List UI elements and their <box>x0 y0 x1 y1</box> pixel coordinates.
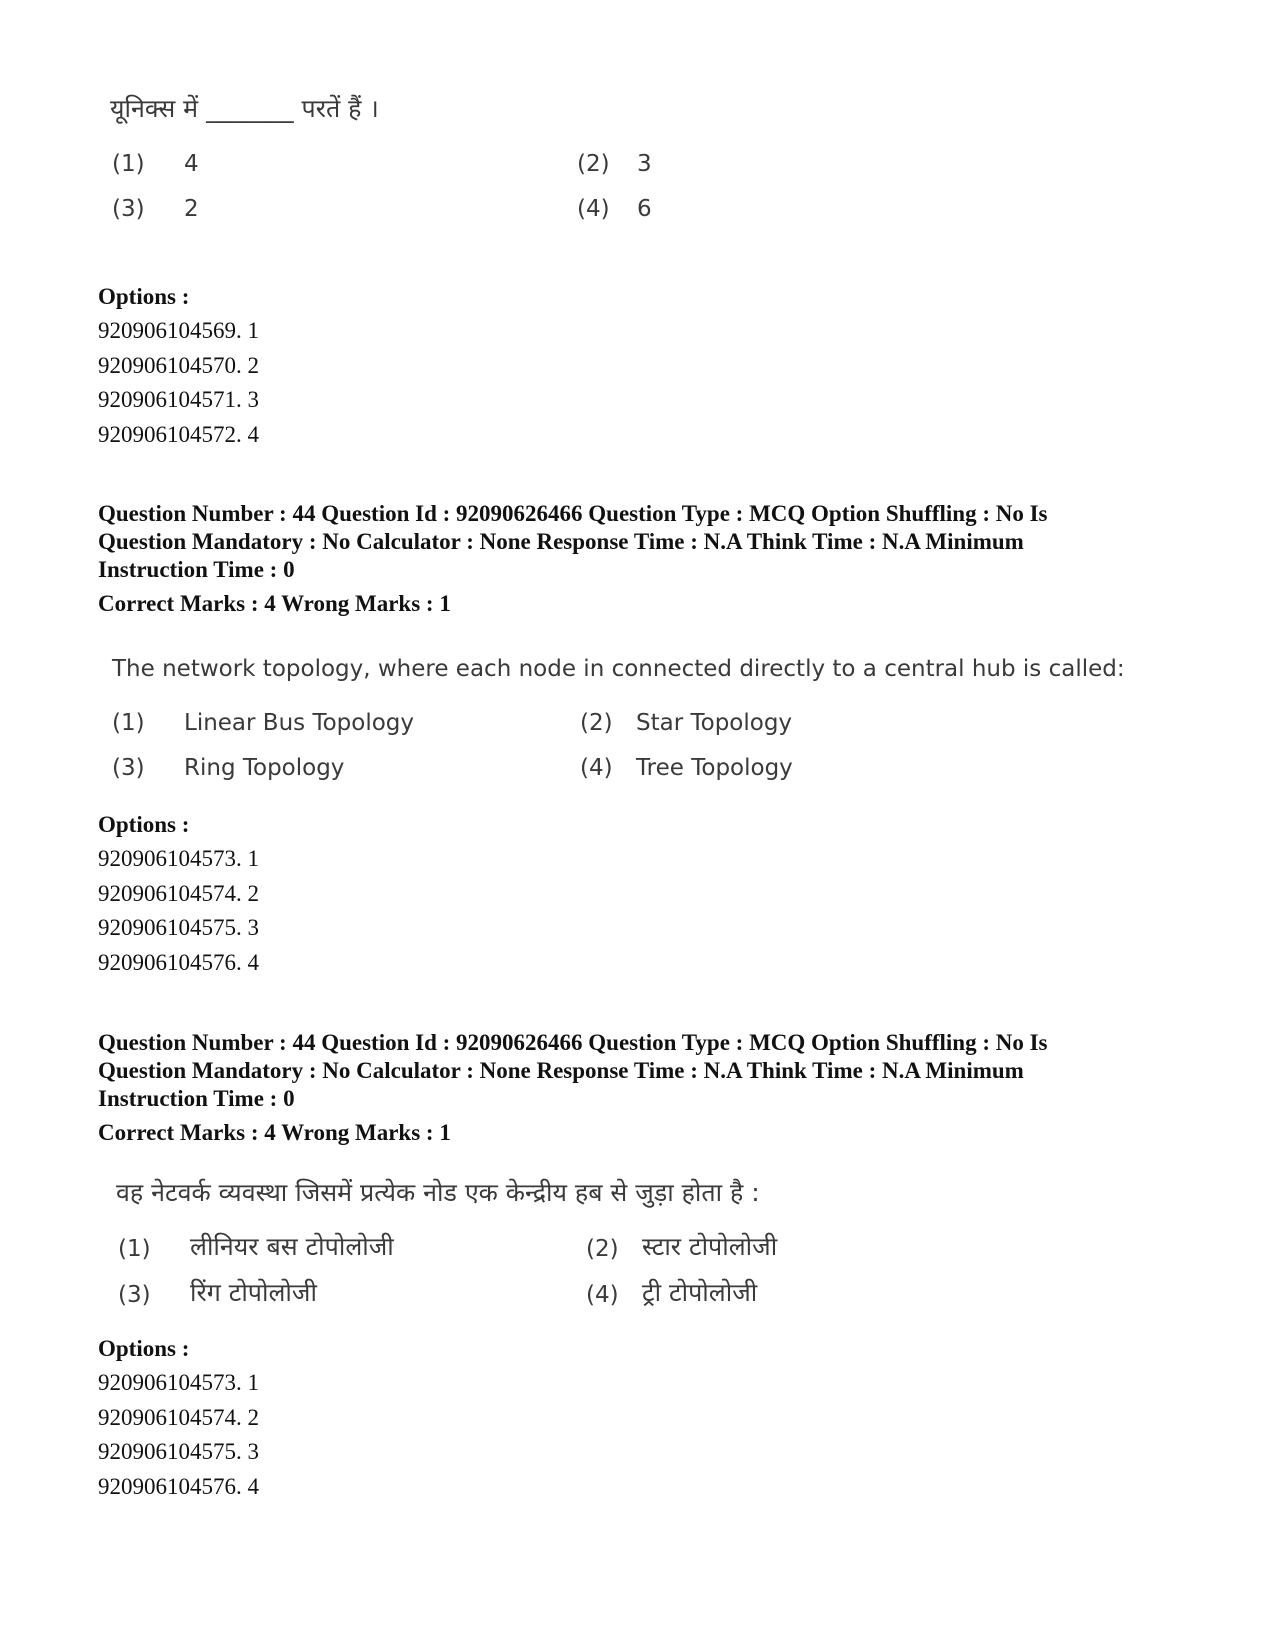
option-text: 4 <box>184 151 199 177</box>
option-text: ट्री टोपोलोजी <box>642 1278 758 1307</box>
option-1 <box>118 1232 394 1262</box>
option-text: स्टार टोपोलोजी <box>642 1232 778 1261</box>
option-1 <box>112 710 414 736</box>
option-number: (4) <box>580 755 613 781</box>
options-block-2 <box>98 808 259 980</box>
option-id: 920906104576. 4 <box>98 949 259 975</box>
option-id: 920906104572. 4 <box>98 421 259 447</box>
option-id: 920906104569. 1 <box>98 318 259 343</box>
options-block-3 <box>98 1332 259 1504</box>
question-2-text: The network topology, where each node in connected directly to a central hub is called: <box>112 656 1125 682</box>
options-block-1 <box>98 280 259 452</box>
question-2-meta <box>98 500 1048 618</box>
option-1 <box>112 151 199 177</box>
option-text: 6 <box>637 196 652 222</box>
option-text: लीनियर बस टोपोलोजी <box>190 1232 394 1261</box>
question-1-text: यूनिक्स में _______ परतें हैं । <box>110 94 379 123</box>
option-id-list <box>98 1366 259 1504</box>
option-2 <box>577 151 652 177</box>
meta-line: Question Mandatory : No Calculator : None Response Time : N.A Think Time : N.A Minimum <box>98 529 1024 554</box>
options-heading: Options : <box>98 812 190 837</box>
meta-line: Question Number : 44 Question Id : 92090626466 Question Type : MCQ Option Shuffling : No Is <box>98 501 1048 526</box>
option-number: (2) <box>586 1236 619 1262</box>
option-id-list <box>98 314 259 452</box>
option-4 <box>580 755 793 781</box>
meta-line: Question Mandatory : No Calculator : None Response Time : N.A Think Time : N.A Minimum <box>98 1058 1024 1083</box>
option-id: 920906104573. 1 <box>98 1370 259 1395</box>
option-2 <box>586 1232 778 1262</box>
option-2 <box>580 710 793 736</box>
option-id: 920906104570. 2 <box>98 352 259 378</box>
option-3 <box>118 1278 317 1308</box>
option-text: रिंग टोपोलोजी <box>190 1278 317 1307</box>
option-number: (1) <box>112 710 145 736</box>
option-3 <box>112 755 345 781</box>
option-text: Star Topology <box>636 710 793 736</box>
option-id: 920906104571. 3 <box>98 387 259 412</box>
question-3-meta <box>98 1029 1048 1147</box>
option-number: (2) <box>577 151 610 177</box>
option-text: Tree Topology <box>636 755 793 781</box>
option-3 <box>112 196 199 222</box>
options-heading: Options : <box>98 284 190 309</box>
marks-line: Correct Marks : 4 Wrong Marks : 1 <box>98 591 451 616</box>
option-number: (4) <box>586 1282 619 1308</box>
option-text: 2 <box>184 196 199 222</box>
option-text: Ring Topology <box>184 755 345 781</box>
option-id-list <box>98 842 259 980</box>
option-number: (1) <box>118 1236 151 1262</box>
meta-line: Instruction Time : 0 <box>98 1086 295 1111</box>
option-number: (3) <box>112 196 145 222</box>
option-4 <box>577 196 652 222</box>
option-number: (4) <box>577 196 610 222</box>
question-3-text: वह नेटवर्क व्यवस्था जिसमें प्रत्येक नोड एक केन्द्रीय हब से जुड़ा होता है : <box>116 1178 760 1207</box>
marks-line: Correct Marks : 4 Wrong Marks : 1 <box>98 1120 451 1145</box>
option-text: Linear Bus Topology <box>184 710 414 736</box>
meta-line: Instruction Time : 0 <box>98 557 295 582</box>
option-text: 3 <box>637 151 652 177</box>
option-number: (2) <box>580 710 613 736</box>
option-id: 920906104575. 3 <box>98 915 259 940</box>
meta-line: Question Number : 44 Question Id : 92090626466 Question Type : MCQ Option Shuffling : No Is <box>98 1030 1048 1055</box>
option-id: 920906104574. 2 <box>98 1404 259 1430</box>
option-id: 920906104576. 4 <box>98 1473 259 1499</box>
option-number: (3) <box>112 755 145 781</box>
option-number: (3) <box>118 1282 151 1308</box>
option-4 <box>586 1278 758 1308</box>
option-id: 920906104574. 2 <box>98 880 259 906</box>
options-heading: Options : <box>98 1336 190 1361</box>
option-id: 920906104573. 1 <box>98 846 259 871</box>
option-number: (1) <box>112 151 145 177</box>
option-id: 920906104575. 3 <box>98 1439 259 1464</box>
